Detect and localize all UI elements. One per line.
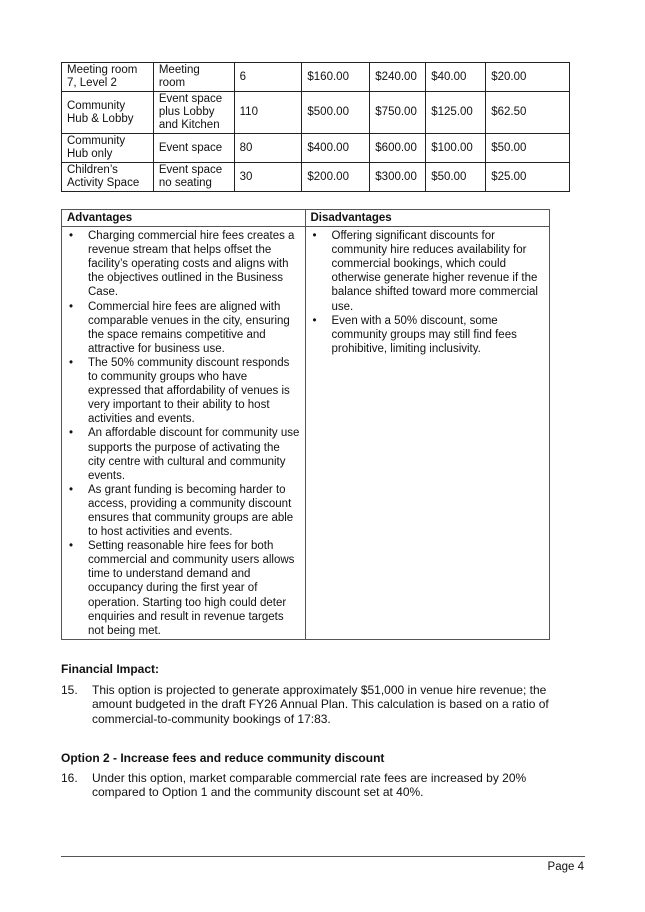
rate-cell: $300.00 (370, 163, 426, 192)
rate-cell: $160.00 (302, 63, 370, 92)
room-name-cell: Children’s Activity Space (62, 163, 154, 192)
list-item: • Even with a 50% discount, some community groups may still find fees prohibitive, limiting inclusivity. (311, 314, 545, 356)
disadvantages-list (311, 229, 545, 356)
table-row (62, 92, 570, 134)
paragraph-16 (61, 771, 581, 800)
list-item: • The 50% community discount responds to community groups who have expressed that affordability of venues is very important to their ability to host activities and events. (67, 356, 300, 426)
room-name-cell: Community Hub & Lobby (62, 92, 154, 134)
footer-divider (61, 856, 585, 857)
venue-rates-table (61, 62, 570, 192)
room-type-cell: Event space (153, 134, 234, 163)
option-2-heading: Option 2 - Increase fees and reduce community discount (61, 751, 385, 765)
table-row (62, 134, 570, 163)
rate-cell: $200.00 (302, 163, 370, 192)
list-item: • As grant funding is becoming harder to access, providing a community discount ensures that community groups are able to host activities and events. (67, 483, 300, 539)
rate-cell: $240.00 (370, 63, 426, 92)
rate-cell: $500.00 (302, 92, 370, 134)
room-type-cell: Event space no seating (153, 163, 234, 192)
disadvantages-header: Disadvantages (305, 210, 550, 227)
paragraph-number: 16. (61, 771, 78, 785)
advantages-disadvantages-table (61, 209, 550, 640)
rate-cell: $50.00 (486, 134, 570, 163)
capacity-cell: 80 (234, 134, 302, 163)
rate-cell: $20.00 (486, 63, 570, 92)
room-type-cell: Meeting room (153, 63, 234, 92)
capacity-cell: 6 (234, 63, 302, 92)
advantages-list (67, 229, 300, 638)
rate-cell: $100.00 (426, 134, 486, 163)
room-name-cell: Meeting room 7, Level 2 (62, 63, 154, 92)
paragraph-15 (61, 683, 581, 726)
list-item: • Setting reasonable hire fees for both commercial and community users allows time to understand demand and occupancy during the first year of operation. Starting too high could deter enquiries and result in revenue targets not being met. (67, 539, 300, 638)
rate-cell: $750.00 (370, 92, 426, 134)
rate-cell: $125.00 (426, 92, 486, 134)
table-row (62, 163, 570, 192)
advantages-header: Advantages (62, 210, 306, 227)
paragraph-number: 15. (61, 683, 78, 697)
page-number: Page 4 (547, 861, 584, 873)
rate-cell: $40.00 (426, 63, 486, 92)
room-type-cell: Event space plus Lobby and Kitchen (153, 92, 234, 134)
list-item: • An affordable discount for community use supports the purpose of activating the city centre with cultural and community events. (67, 426, 300, 482)
financial-impact-heading: Financial Impact: (61, 662, 160, 676)
advantages-cell (62, 227, 306, 640)
rate-cell: $400.00 (302, 134, 370, 163)
capacity-cell: 30 (234, 163, 302, 192)
list-item: • Offering significant discounts for community hire reduces availability for commercial bookings, which could otherwise generate higher revenue if the balance shifted toward more commercial use. (311, 229, 545, 314)
paragraph-text: Under this option, market comparable commercial rate fees are increased by 20% compared to Option 1 and the community discount set at 40%. (92, 771, 527, 800)
room-name-cell: Community Hub only (62, 134, 154, 163)
list-item: • Commercial hire fees are aligned with comparable venues in the city, ensuring the space remains competitive and attractive for business use. (67, 300, 300, 356)
rate-cell: $25.00 (486, 163, 570, 192)
rate-cell: $50.00 (426, 163, 486, 192)
table-row (62, 63, 570, 92)
disadvantages-cell (305, 227, 550, 640)
rate-cell: $600.00 (370, 134, 426, 163)
rate-cell: $62.50 (486, 92, 570, 134)
list-item: • Charging commercial hire fees creates a revenue stream that helps offset the facility’s operating costs and aligns with the objectives outlined in the Business Case. (67, 229, 300, 299)
paragraph-text: This option is projected to generate approximately $51,000 in venue hire revenue; the amount budgeted in the draft FY26 Annual Plan. This calculation is based on a ratio of commercial-to-community bookings of 17:83. (92, 683, 549, 726)
capacity-cell: 110 (234, 92, 302, 134)
